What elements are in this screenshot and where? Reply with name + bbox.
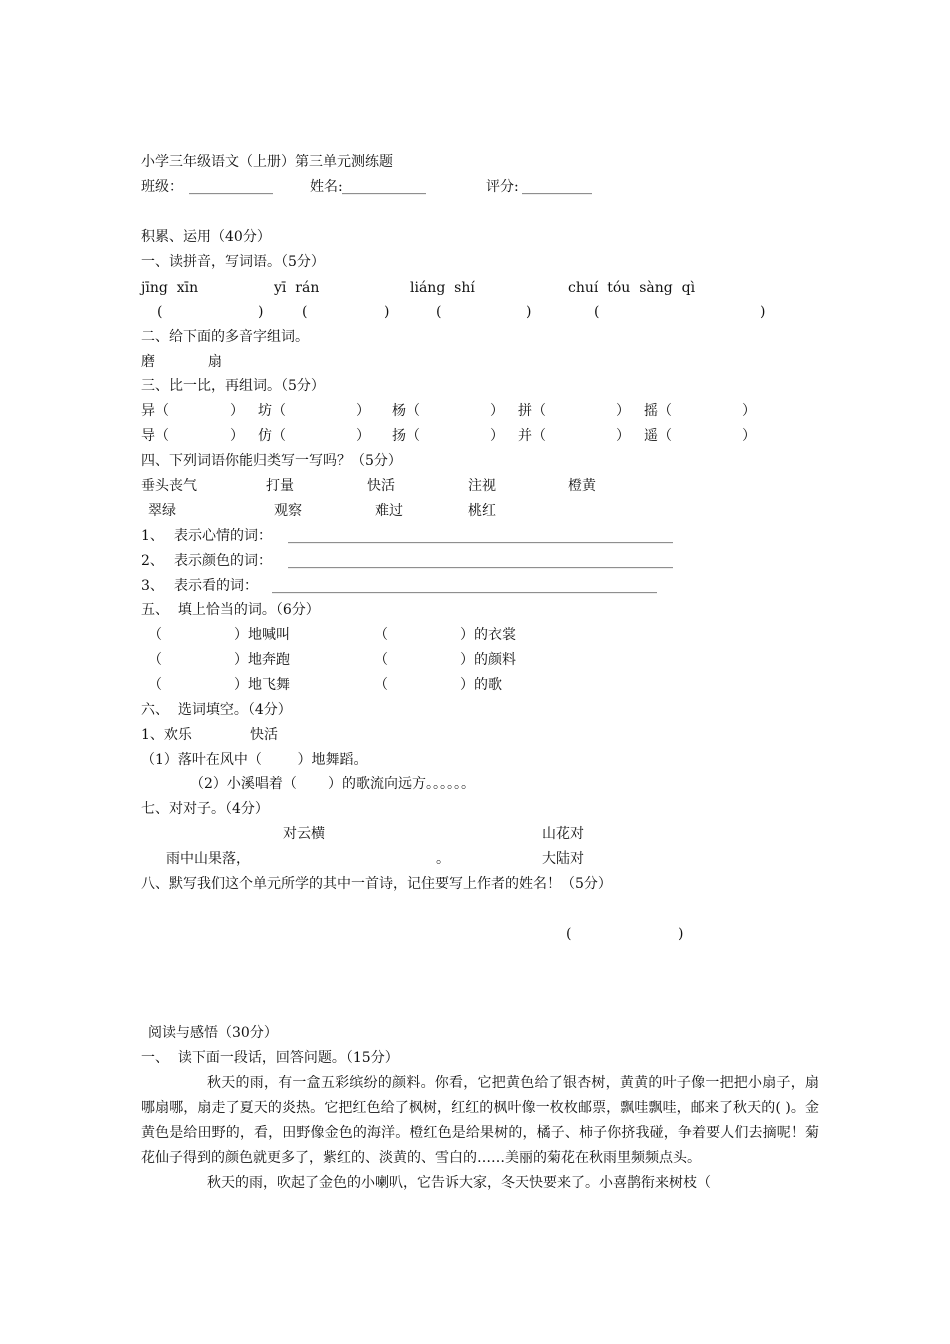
polyphone-char: 磨: [141, 354, 155, 370]
compare-char: 并（: [518, 428, 546, 444]
compare-char: 摇（: [644, 403, 672, 419]
fill-phrase: ）的衣裳: [460, 627, 516, 643]
compare-close: ）: [230, 428, 244, 444]
choice-word: 1、欢乐: [141, 727, 192, 743]
pinyin-2: yī rán: [274, 280, 320, 296]
compare-close: ）: [742, 403, 756, 419]
compare-char: 导（: [141, 428, 169, 444]
compare-char: 异（: [141, 403, 169, 419]
q5-title: 五、 填上恰当的词。（6分）: [141, 602, 320, 618]
word-item: 快活: [367, 478, 395, 494]
answer-bracket-close: ): [258, 304, 264, 320]
compare-char: 杨（: [392, 403, 420, 419]
couplet-text: 大陆对: [542, 851, 584, 867]
category-answer-line[interactable]: _______________________________________________________: [288, 553, 673, 569]
couplet-text: 山花对: [542, 826, 584, 842]
compare-char: 坊（: [258, 403, 286, 419]
fill-bracket-open: （: [374, 627, 388, 643]
word-item: 注视: [468, 478, 496, 494]
fill-bracket-open: （: [374, 652, 388, 668]
author-bracket-open: (: [566, 926, 572, 942]
compare-close: ）: [490, 403, 504, 419]
word-item: 打量: [266, 478, 294, 494]
word-item: 垂头丧气: [141, 478, 197, 494]
fill-phrase: ）地飞舞: [234, 677, 290, 693]
compare-close: ）: [616, 428, 630, 444]
compare-char: 仿（: [258, 428, 286, 444]
choice-word: 快活: [250, 727, 278, 743]
fill-bracket-open: （: [148, 677, 162, 693]
category-label: 表示颜色的词：: [174, 553, 272, 569]
q2-title: 二、给下面的多音字组词。: [141, 329, 309, 345]
class-label: 班级：: [141, 179, 183, 195]
section1-title: 积累、运用（40分）: [141, 229, 271, 245]
answer-bracket-close: ): [384, 304, 390, 320]
compare-char: 遥（: [644, 428, 672, 444]
author-bracket-close: ): [678, 926, 684, 942]
q4-title: 四、下列词语你能归类写一写吗？（5分）: [141, 453, 402, 469]
compare-char: 扬（: [392, 428, 420, 444]
compare-close: ）: [356, 403, 370, 419]
answer-bracket-open: (: [594, 304, 600, 320]
fill-sentence-2: （2）小溪唱着（ ）的歌流向远方。。。。。。: [190, 776, 476, 792]
q3-title: 三、比一比，再组词。（5分）: [141, 378, 325, 394]
pinyin-1: jīng xīn: [141, 280, 199, 296]
pinyin-3: liáng shí: [410, 280, 475, 296]
compare-close: ）: [230, 403, 244, 419]
answer-bracket-open: (: [436, 304, 442, 320]
score-label: 评分:: [486, 179, 519, 195]
compare-close: ）: [616, 403, 630, 419]
fill-phrase: ）地喊叫: [234, 627, 290, 643]
compare-char: 拼（: [518, 403, 546, 419]
name-field[interactable]: ____________: [342, 179, 426, 195]
name-label: 姓名:: [310, 179, 343, 195]
couplet-text: 对云横: [283, 826, 325, 842]
word-item: 橙黄: [568, 478, 596, 494]
couplet-period: 。: [436, 851, 450, 867]
class-field[interactable]: ____________: [189, 179, 273, 195]
word-item: 桃红: [468, 503, 496, 519]
score-field[interactable]: __________: [522, 179, 592, 195]
polyphone-char: 扇: [208, 354, 222, 370]
word-item: 观察: [274, 503, 302, 519]
compare-close: ）: [490, 428, 504, 444]
category-label: 表示看的词：: [174, 578, 258, 594]
word-item: 难过: [375, 503, 403, 519]
fill-phrase: ）地奔跑: [234, 652, 290, 668]
page-title: 小学三年级语文（上册）第三单元测练题: [141, 154, 393, 170]
pinyin-4: chuí tóu sàng qì: [568, 280, 696, 296]
category-num: 3、: [141, 578, 164, 594]
word-item: 翠绿: [148, 503, 176, 519]
q1-title: 一、读拼音，写词语。（5分）: [141, 254, 325, 270]
compare-close: ）: [742, 428, 756, 444]
category-num: 2、: [141, 553, 164, 569]
answer-bracket-close: ): [760, 304, 766, 320]
category-answer-line[interactable]: _______________________________________________________: [272, 578, 657, 594]
fill-phrase: ）的颜料: [460, 652, 516, 668]
fill-phrase: ）的歌: [460, 677, 502, 693]
passage-paragraph-2: 秋天的雨，吹起了金色的小喇叭，它告诉大家，冬天快要来了。小喜鹊衔来树枝（: [207, 1175, 711, 1191]
category-label: 表示心情的词：: [174, 528, 272, 544]
fill-bracket-open: （: [148, 627, 162, 643]
category-answer-line[interactable]: _______________________________________________________: [288, 528, 673, 544]
fill-sentence-1: （1）落叶在风中（ ）地舞蹈。: [141, 752, 368, 768]
reading-q1-title: 一、 读下面一段话，回答问题。（15分）: [141, 1050, 399, 1066]
answer-bracket-open: (: [157, 304, 163, 320]
q8-title: 八、默写我们这个单元所学的其中一首诗，记住要写上作者的姓名！（5分）: [141, 876, 612, 892]
q6-title: 六、 选词填空。（4分）: [141, 702, 292, 718]
couplet-text: 雨中山果落，: [166, 851, 250, 867]
passage-paragraph-1: 秋天的雨，有一盒五彩缤纷的颜料。你看，它把黄色给了银杏树，黄黄的叶子像一把把小扇子，扇哪扇哪，扇走了夏天的炎热。它把红色给了枫树，红红的枫叶像一枚枚邮票，飘哇飘哇，邮来了秋天的( )。金黄色是给田野的，看，田野像金色的海洋。橙红色是给果树的，橘子、柿子你挤我碰，争着要人们去摘呢！菊花仙子得到的颜色就更多了，紫红的、淡黄的、雪白的……美丽的菊花在秋雨里频频点头。: [141, 1075, 819, 1166]
category-num: 1、: [141, 528, 164, 544]
answer-bracket-open: (: [302, 304, 308, 320]
answer-bracket-close: ): [526, 304, 532, 320]
reading-passage: [141, 1071, 819, 1196]
fill-bracket-open: （: [148, 652, 162, 668]
compare-close: ）: [356, 428, 370, 444]
section2-title: 阅读与感悟（30分）: [148, 1025, 278, 1041]
fill-bracket-open: （: [374, 677, 388, 693]
q7-title: 七、对对子。（4分）: [141, 801, 269, 817]
